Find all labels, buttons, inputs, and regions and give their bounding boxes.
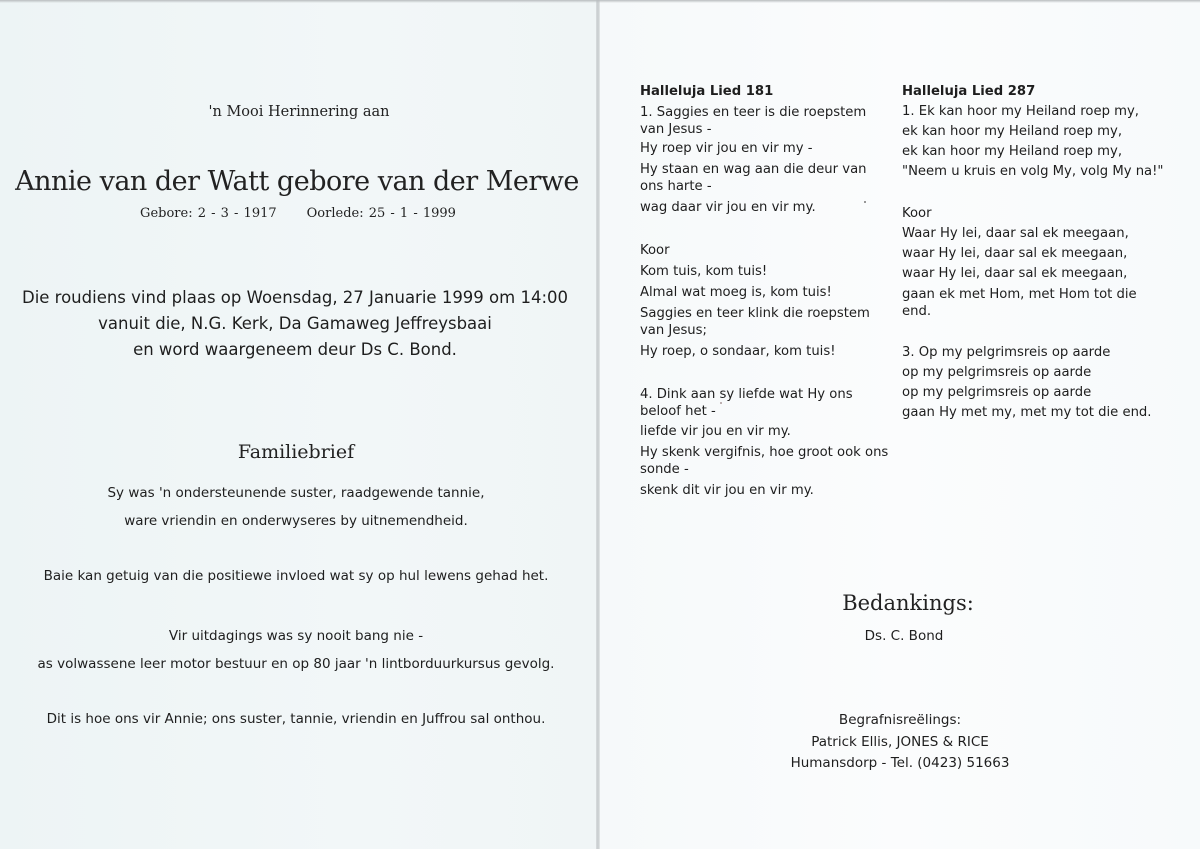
family-letter-line: Baie kan getuig van die positiewe invloed wat sy op hul lewens gehad het.	[43, 568, 549, 584]
hymn-line: Hy skenk vergifnis, hoe groot ook ons sonde -	[640, 445, 889, 477]
hymn-line: "Neem u kruis en volg My, volg My na!"	[902, 164, 1164, 179]
hymn-line: 4. Dink aan sy liefde wat Hy ons beloof het -	[640, 387, 853, 419]
hymn-287-title: Halleluja Lied 287	[902, 84, 1036, 99]
hymn-line: Almal wat moeg is, kom tuis!	[640, 285, 832, 300]
thanks-title: Bedankings:	[842, 591, 974, 615]
paper-top-edge	[0, 0, 1200, 3]
funeral-label: Begrafnisreëlings:	[838, 712, 962, 728]
hymn-line: Hy roep vir jou en vir my -	[640, 141, 813, 156]
hymn-line: Waar Hy lei, daar sal ek meegaan,	[902, 226, 1129, 241]
page-fold	[596, 0, 600, 849]
hymn-line: Kom tuis, kom tuis!	[640, 264, 768, 279]
funeral-company: Patrick Ellis, JONES & RICE	[811, 734, 989, 750]
hymn-line: waar Hy lei, daar sal ek meegaan,	[902, 246, 1128, 261]
hymn-line: Hy roep, o sondaar, kom tuis!	[640, 344, 836, 359]
hymn-line: waar Hy lei, daar sal ek meegaan,	[902, 266, 1128, 281]
hymn-line: Saggies en teer klink die roepstem van Jesus;	[640, 306, 870, 338]
family-letter-line: Dit is hoe ons vir Annie; ons suster, tannie, vriendin en Juffrou sal onthou.	[46, 711, 546, 727]
hymn-287	[902, 82, 1163, 423]
hymn-line: ek kan hoor my Heiland roep my,	[902, 144, 1123, 159]
family-letter-line: Sy was 'n ondersteunende suster, raadgewende tannie,	[107, 485, 485, 501]
hymn-line: Hy staan en wag aan die deur van ons harte -	[640, 162, 867, 194]
family-letter-line: ware vriendin en onderwyseres by uitnemendheid.	[124, 513, 468, 529]
service-line-1: Die roudiens vind plaas op Woensdag, 27 Januarie 1999 om 14:00	[21, 288, 569, 307]
hymn-line: op my pelgrimsreis op aarde	[902, 385, 1092, 400]
hymn-line: ek kan hoor my Heiland roep my,	[902, 124, 1123, 139]
born-date: Gebore: 2 - 3 - 1917	[140, 206, 277, 221]
life-dates	[140, 206, 456, 221]
hymn-181-title: Halleluja Lied 181	[640, 84, 774, 99]
paper-speck	[720, 402, 722, 404]
memorial-intro: 'n Mooi Herinnering aan	[208, 104, 390, 120]
family-letter-title: Familiebrief	[237, 441, 355, 463]
chorus-label: Koor	[902, 206, 932, 221]
service-line-3: en word waargeneem deur Ds C. Bond.	[133, 340, 457, 359]
hymn-line: wag daar vir jou en vir my.	[640, 200, 816, 215]
hymn-line: gaan Hy met my, met my tot die end.	[902, 405, 1152, 420]
chorus-label: Koor	[640, 243, 670, 258]
died-date: Oorlede: 25 - 1 - 1999	[306, 206, 456, 221]
funeral-contact: Humansdorp - Tel. (0423) 51663	[790, 755, 1010, 771]
hymn-line: skenk dit vir jou en vir my.	[640, 483, 814, 498]
paper-speck	[864, 201, 866, 203]
thanks-name: Ds. C. Bond	[864, 628, 944, 644]
hymn-line: op my pelgrimsreis op aarde	[902, 365, 1092, 380]
family-letter-line: as volwassene leer motor bestuur en op 80 jaar 'n lintborduurkursus gevolg.	[37, 656, 555, 672]
hymn-line: gaan ek met Hom, met Hom tot die end.	[902, 287, 1137, 319]
hymn-line: liefde vir jou en vir my.	[640, 424, 791, 439]
hymn-line: 3. Op my pelgrimsreis op aarde	[902, 345, 1111, 360]
family-letter-line: Vir uitdagings was sy nooit bang nie -	[168, 628, 424, 644]
deceased-name: Annie van der Watt gebore van der Merwe	[15, 166, 579, 197]
hymn-181	[640, 82, 888, 501]
hymn-line: 1. Saggies en teer is die roepstem van Jesus -	[640, 105, 867, 137]
service-line-2: vanuit die, N.G. Kerk, Da Gamaweg Jeffreysbaai	[98, 314, 492, 333]
hymn-line: 1. Ek kan hoor my Heiland roep my,	[902, 104, 1140, 119]
